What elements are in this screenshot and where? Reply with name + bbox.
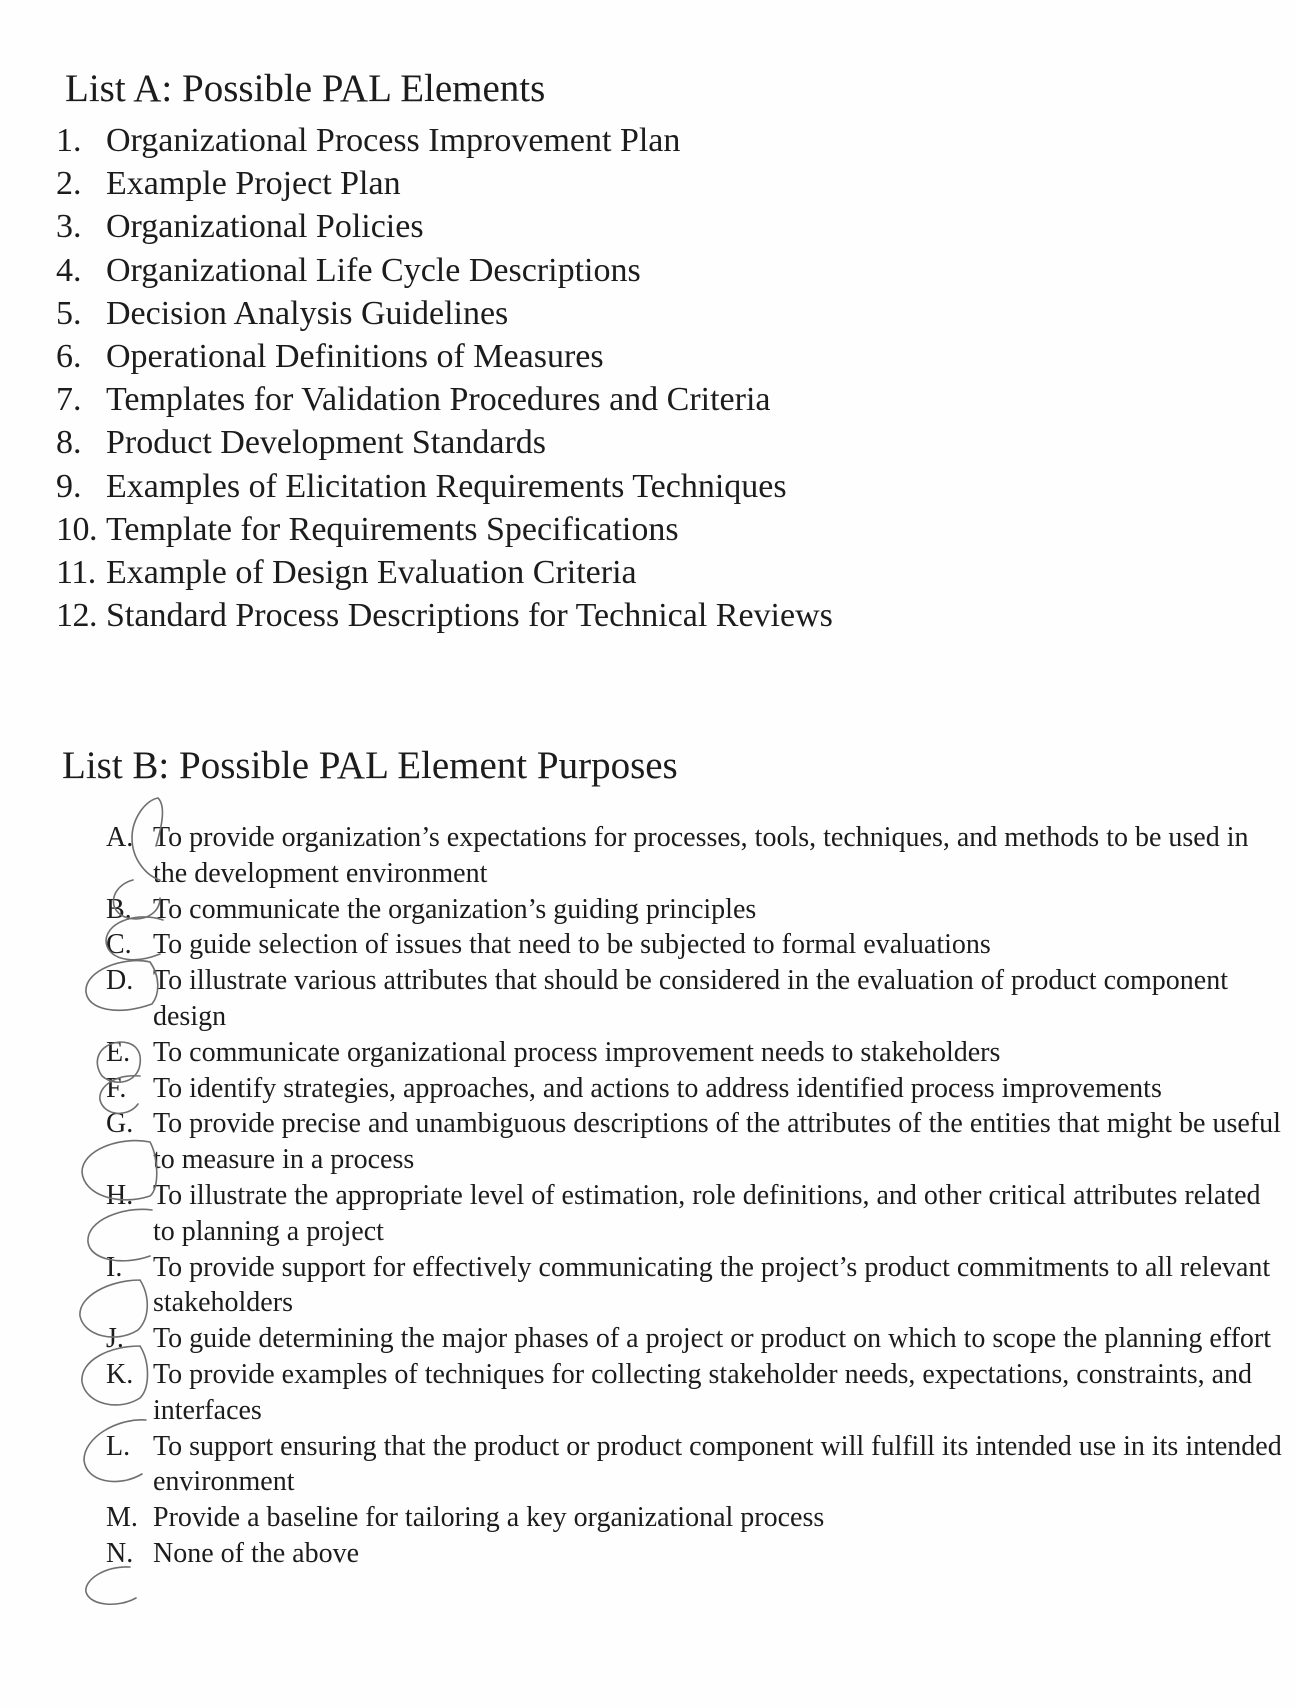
pencil-circle-f <box>100 1076 140 1114</box>
item-number: 10. <box>56 510 97 548</box>
item-letter: N. <box>106 1537 134 1569</box>
pencil-circle-d <box>86 961 158 1011</box>
item-number: 3. <box>56 208 82 246</box>
item-text: To guide selection of issues that need to be subjected to formal evaluations <box>153 929 991 961</box>
item-text: To provide precise and unambiguous descriptions of the attributes of the entities that might be useful to measure in a process <box>153 1108 1281 1176</box>
item-text: Example of Design Evaluation Criteria <box>106 553 637 591</box>
item-number: 9. <box>56 467 82 505</box>
item-number: 7. <box>56 381 82 419</box>
item-text: Operational Definitions of Measures <box>106 337 604 375</box>
item-number: 6. <box>56 337 82 375</box>
pencil-circle-h <box>88 1209 152 1260</box>
item-text: Standard Process Descriptions for Technical Reviews <box>106 597 833 635</box>
item-text: To communicate organizational process improvement needs to stakeholders <box>153 1036 1001 1068</box>
item-letter: E. <box>106 1036 131 1068</box>
item-text: To support ensuring that the product or product component will fulfill its intended use in its intended environment <box>153 1430 1282 1498</box>
item-text: Organizational Policies <box>106 208 424 246</box>
item-number: 12. <box>56 597 97 635</box>
item-letter: L. <box>106 1430 131 1462</box>
item-letter: H. <box>106 1179 134 1211</box>
item-text: Product Development Standards <box>106 424 547 462</box>
item-text: Organizational Life Cycle Descriptions <box>106 251 641 289</box>
pencil-circle-c <box>106 917 163 960</box>
pencil-circles-group <box>80 798 163 1604</box>
item-text: Examples of Elicitation Requirements Techniques <box>106 467 787 505</box>
item-letter: I. <box>106 1251 123 1283</box>
pencil-circle-a <box>132 798 162 880</box>
item-text: Organizational Process Improvement Plan <box>106 122 681 159</box>
item-text: To illustrate the appropriate level of estimation, role definitions, and other critical attributes related to planning a project <box>153 1179 1261 1247</box>
item-text: Provide a baseline for tailoring a key organizational process <box>153 1502 825 1534</box>
item-letter: A. <box>106 822 134 853</box>
item-number: 11. <box>56 553 96 591</box>
item-letter: D. <box>106 965 134 997</box>
item-text: To communicate the organization’s guiding principles <box>153 893 757 925</box>
item-number: 8. <box>56 424 82 462</box>
item-text: Templates for Validation Procedures and Criteria <box>106 381 771 419</box>
item-letter: M. <box>106 1502 138 1534</box>
pencil-circle-k <box>84 1420 146 1482</box>
item-text: Decision Analysis Guidelines <box>106 294 509 332</box>
item-text: To identify strategies, approaches, and actions to address identified process improvements <box>153 1072 1162 1104</box>
item-letter: C. <box>106 929 132 961</box>
item-text: Example Project Plan <box>106 165 401 203</box>
pencil-circle-i <box>80 1280 147 1337</box>
item-text: To illustrate various attributes that should be considered in the evaluation of product component design <box>153 965 1228 1032</box>
list-a-title: List A: Possible PAL Elements <box>65 67 546 110</box>
pencil-circle-g <box>82 1141 157 1200</box>
pencil-circle-j <box>82 1346 148 1405</box>
pencil-circle-b <box>113 880 160 919</box>
item-text: None of the above <box>153 1537 360 1569</box>
item-letter: G. <box>106 1108 134 1140</box>
item-number: 1. <box>56 122 82 159</box>
item-text: To provide organization’s expectations for processes, tools, techniques, and methods to be used in the development environment <box>153 822 1249 889</box>
item-number: 2. <box>56 165 82 203</box>
item-letter: J. <box>106 1323 124 1355</box>
item-text: To provide examples of techniques for collecting stakeholder needs, expectations, constraints, and interfaces <box>153 1358 1253 1426</box>
list-b-title: List B: Possible PAL Element Purposes <box>62 744 678 787</box>
item-number: 4. <box>56 251 82 289</box>
pencil-circle-m <box>86 1567 136 1604</box>
item-letter: K. <box>106 1358 134 1390</box>
item-text: To guide determining the major phases of a project or product on which to scope the planning effort <box>153 1323 1271 1355</box>
item-text: To provide support for effectively communicating the project’s product commitments to all relevant stakeholders <box>153 1251 1271 1319</box>
item-number: 5. <box>56 294 82 332</box>
item-text: Template for Requirements Specifications <box>106 510 679 548</box>
item-letter: B. <box>106 893 132 925</box>
item-letter: F. <box>106 1072 127 1104</box>
